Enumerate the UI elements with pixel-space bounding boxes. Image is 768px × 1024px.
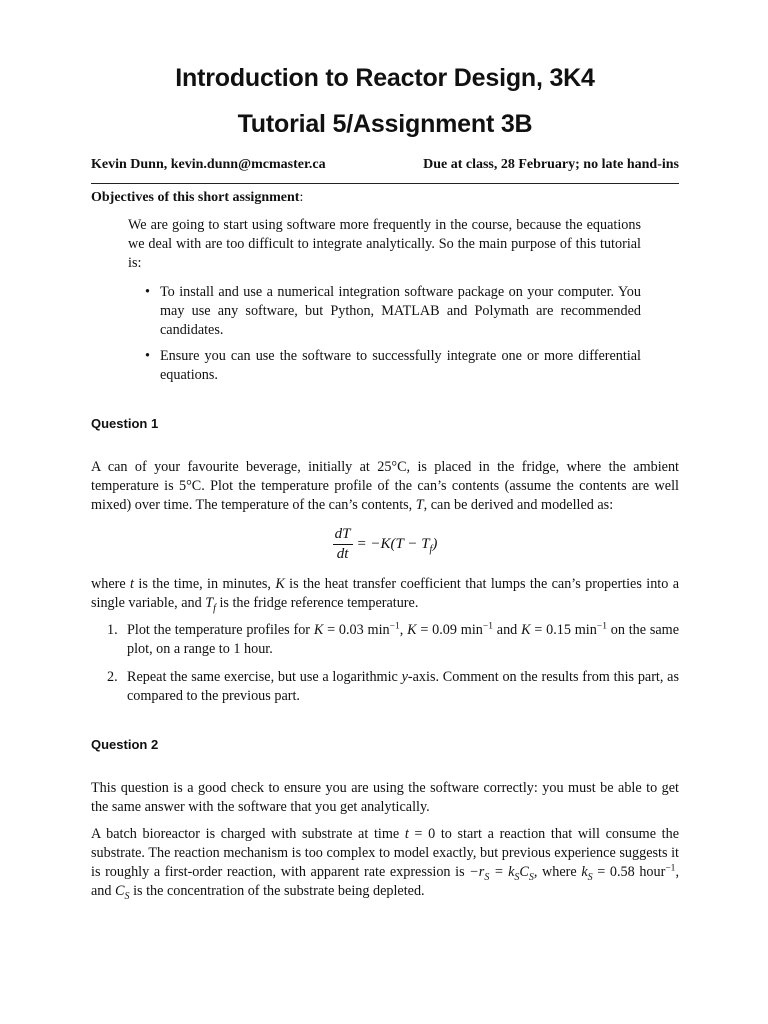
objectives-heading-colon: : (299, 190, 304, 205)
question-1-item-2 (107, 668, 679, 706)
equation-rhs (357, 536, 438, 553)
item-number: 1. (107, 622, 118, 638)
where-Tf: T (205, 595, 214, 611)
item2-y: y (401, 669, 408, 685)
where-a: where (91, 576, 131, 592)
due-date-line: Due at class, 28 February; no late hand-ins (423, 157, 679, 172)
item1-sep2: and (492, 622, 522, 638)
question-1-heading: Question 1 (91, 416, 159, 431)
rhs-b: ) (432, 536, 438, 552)
where-t: t (130, 576, 134, 592)
p2-C: C (519, 864, 529, 880)
derivative-denominator: dt (336, 546, 349, 562)
p2-kval: = 0.58 (592, 864, 635, 880)
derivative-fraction (333, 526, 353, 563)
p2-S2: S (514, 871, 520, 883)
objectives-bullet-list-1 (143, 283, 641, 340)
p2-k: k (581, 864, 588, 880)
item1-u2: min (456, 622, 483, 638)
question-2-paragraph-1: This question is a good check to ensure you are using the software correctly: you must be able to get the same answer with the software that you get analytically. (91, 780, 679, 815)
item1-v1: = 0.03 (323, 622, 364, 638)
question-2-paragraph-2 (91, 825, 679, 901)
author-line: Kevin Dunn, kevin.dunn@mcmaster.ca (91, 157, 326, 172)
p2-e: is the concentration of the substrate being depleted. (129, 883, 425, 899)
item1-sep1: , (399, 622, 408, 638)
p2-unit: hour (634, 864, 666, 880)
list-item (107, 668, 679, 706)
objectives-heading-text: Objectives of this short assignment (91, 190, 300, 205)
bullet-glyph: • (145, 284, 150, 300)
item2-b: -axis. Comment on the results from this part, as compared to the previous part. (127, 669, 679, 704)
p2-rate-a: −r (469, 864, 485, 880)
where-Tf-sub: f (213, 602, 216, 614)
item-number: 2. (107, 669, 118, 685)
item2-a: Repeat the same exercise, but use a logarithmic (127, 669, 402, 685)
where-d: is the fridge reference temperature. (215, 595, 419, 611)
item1-K2: K (407, 622, 417, 638)
list-item (143, 347, 641, 385)
p2-S1: S (484, 871, 490, 883)
where-c: is the heat transfer coefficient that lumps the can’s properties into a single variable, and (91, 576, 679, 611)
rhs-a: = −K(T − T (356, 536, 430, 552)
bullet-text: To install and use a numerical integration software package on your computer. You may use any software, but Python, MATLAB and Polymath are recommended candidates. (160, 284, 641, 338)
p2-d: , and (91, 864, 679, 899)
list-item (107, 621, 679, 659)
question-1-where-paragraph (91, 575, 679, 613)
p2-a: A batch bioreactor is charged with substrate at time (91, 826, 405, 842)
header-divider (91, 183, 679, 184)
bullet-glyph: • (145, 348, 150, 364)
q1-text-b: , can be derived and modelled as: (423, 497, 614, 513)
derivative-numerator: dT (333, 526, 353, 545)
item1-K1: K (313, 622, 324, 638)
p2-eq0: = 0 (408, 826, 436, 842)
item1-v2: = 0.09 (416, 622, 457, 638)
q1-var-T: T (415, 497, 424, 513)
p2-sup: −1 (665, 863, 676, 874)
item1-v3: = 0.15 (530, 622, 571, 638)
p2-rate-eq: = k (489, 864, 515, 880)
objectives-bullet-list-2 (143, 347, 641, 385)
question-2-heading: Question 2 (91, 737, 159, 752)
p2-S3: S (528, 871, 534, 883)
p2-c: , where (533, 864, 582, 880)
document-title: Introduction to Reactor Design, 3K4 (175, 64, 595, 92)
differential-equation (91, 526, 679, 563)
item1-b: on the same plot, on a range to 1 hour. (127, 622, 680, 657)
p2-S4: S (587, 871, 593, 883)
document-subtitle: Tutorial 5/Assignment 3B (237, 110, 533, 138)
objectives-intro: We are going to start using software more frequently in the course, because the equations we deal with are too difficult to integrate analytically. So the main purpose of this tutorial is: (128, 217, 641, 271)
bullet-text: Ensure you can use the software to successfully integrate one or more differential equations. (160, 348, 641, 383)
question-1-paragraph (91, 458, 679, 515)
item1-sup2: −1 (482, 621, 493, 632)
p2-b: to start a reaction that will consume the substrate. The reaction mechanism is too complex to model exactly, but previous experience suggests it is roughly a first-order reaction, with apparent rate expression is (91, 826, 679, 880)
objectives-heading (91, 190, 303, 206)
where-K: K (275, 576, 285, 592)
question-1-item-1 (107, 621, 679, 659)
p2-t: t (404, 826, 409, 842)
item1-a: Plot the temperature profiles for (127, 622, 314, 638)
item1-sup1: −1 (389, 621, 400, 632)
item1-u3: min (570, 622, 597, 638)
p2-S5: S (124, 890, 130, 902)
p2-Cs: C (115, 883, 125, 899)
item1-K3: K (521, 622, 531, 638)
q1-text-a: A can of your favourite beverage, initially at 25°C, is placed in the fridge, where the ambient temperature is 5°C. Plot the temperature profile of the can’s contents (assume the contents are well mixed) over time. The temperature of the can’s contents, (91, 459, 679, 513)
list-item (143, 283, 641, 340)
rhs-subscript: f (429, 544, 433, 555)
item1-sup3: −1 (596, 621, 607, 632)
byline (91, 157, 679, 173)
where-b: is the time, in minutes, (134, 576, 276, 592)
item1-u1: min (363, 622, 390, 638)
